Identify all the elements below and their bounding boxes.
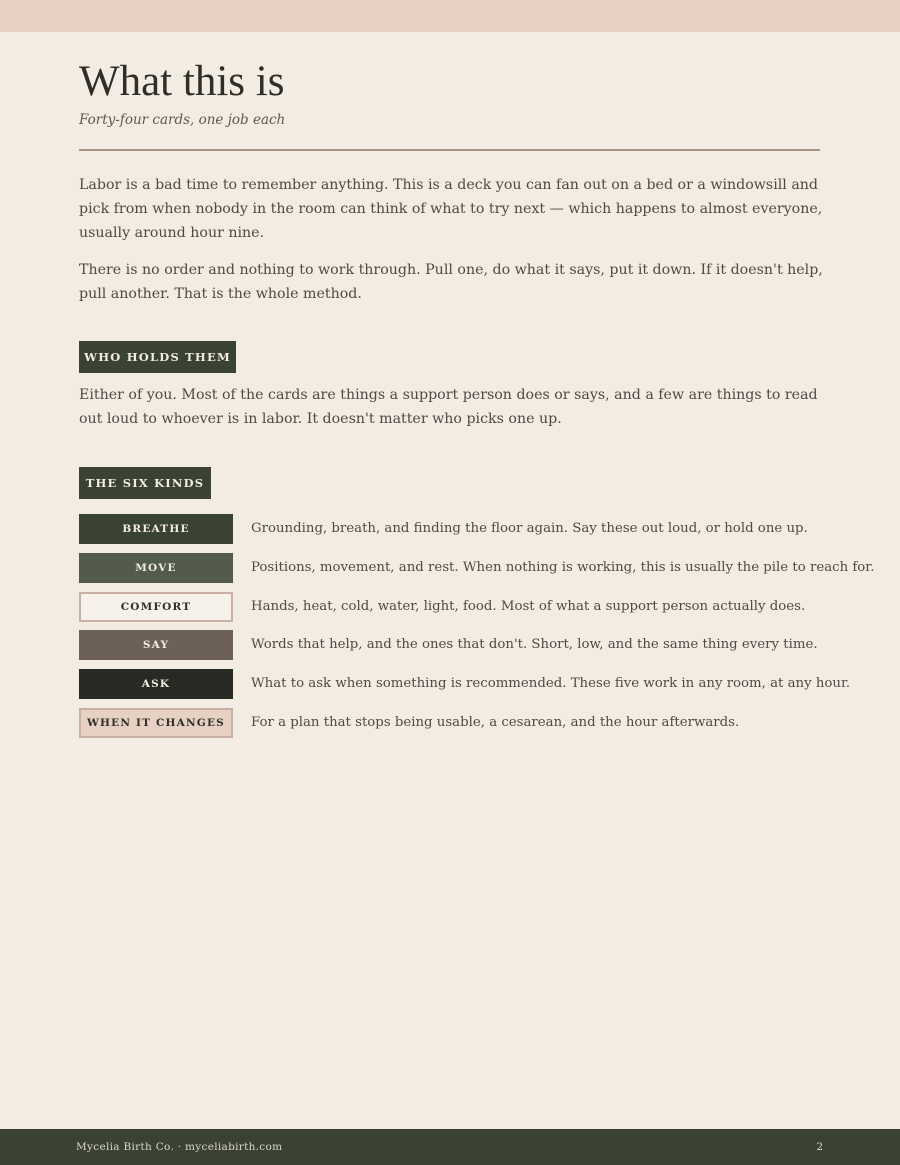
- kind-description: Words that help, and the ones that don't. Short, low, and the same thing every time.: [251, 637, 818, 652]
- six-kinds-heading: THE SIX KINDS: [79, 467, 211, 499]
- page-number: 2: [816, 1141, 823, 1153]
- kind-description: For a plan that stops being usable, a cesarean, and the hour afterwards.: [251, 715, 740, 730]
- kind-description: Positions, movement, and rest. When nothing is working, this is usually the pile to reach for.: [251, 560, 875, 575]
- kind-row-say: [79, 630, 839, 660]
- kind-tag-when-it-changes: WHEN IT CHANGES: [79, 708, 233, 738]
- title-divider: [79, 149, 820, 151]
- kind-row-comfort: [79, 592, 839, 622]
- kind-row-breathe: [79, 514, 839, 544]
- kind-tag-say: SAY: [79, 630, 233, 660]
- kind-row-when-it-changes: [79, 708, 839, 738]
- intro-paragraph-2: There is no order and nothing to work through. Pull one, do what it says, put it down. If it doesn't help, pull another. That is the whole method.: [79, 262, 823, 303]
- who-holds-them-text: Either of you. Most of the cards are things a support person does or says, and a few are things to read out loud to whoever is in labor. It doesn't matter who picks one up.: [79, 387, 818, 428]
- kind-description: Grounding, breath, and finding the floor again. Say these out loud, or hold one up.: [251, 521, 808, 536]
- footer-brand: Mycelia Birth Co. · myceliabirth.com: [76, 1141, 283, 1153]
- kind-tag-ask: ASK: [79, 669, 233, 699]
- kind-tag-move: MOVE: [79, 553, 233, 583]
- kind-tag-comfort: COMFORT: [79, 592, 233, 622]
- page-footer: [0, 1129, 900, 1165]
- page-title: What this is: [79, 58, 285, 105]
- kind-row-ask: [79, 669, 851, 699]
- kind-tag-breathe: BREATHE: [79, 514, 233, 544]
- who-holds-them-heading: WHO HOLDS THEM: [79, 341, 236, 373]
- intro-paragraph-1: Labor is a bad time to remember anything. This is a deck you can fan out on a bed or a windowsill and pick from when nobody in the room can think of what to try next — which happens to almost everyone, usually around hour nine.: [79, 177, 823, 242]
- top-color-band: [0, 0, 900, 32]
- kind-row-move: [79, 553, 875, 583]
- kind-description: Hands, heat, cold, water, light, food. Most of what a support person actually does.: [251, 599, 806, 614]
- page-subtitle: Forty-four cards, one job each: [79, 112, 286, 128]
- kind-description: What to ask when something is recommended. These five work in any room, at any hour.: [251, 676, 851, 691]
